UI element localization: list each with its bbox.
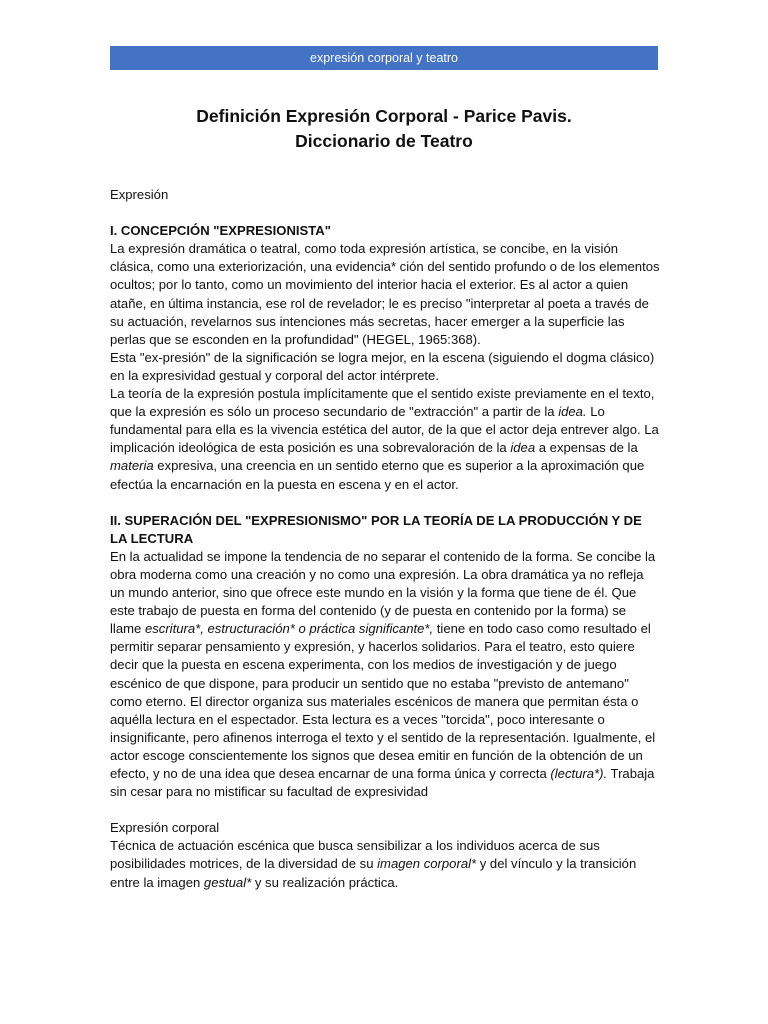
document-title (110, 104, 658, 154)
title-line-1: Definición Expresión Corporal - Parice Pavis. (196, 106, 572, 126)
intro-term: Expresión (110, 187, 169, 202)
section-1-paragraph-2: Esta "ex-presión" de la significación se logra mejor, en la escena (siguiendo el dogma clásico) en la expresividad gestual y corporal del actor intérprete. (110, 349, 655, 383)
section-1-heading: I. CONCEPCIÓN "EXPRESIONISTA" (110, 223, 331, 239)
document-body (110, 186, 660, 892)
section-3-term: Expresión corporal (110, 820, 220, 836)
title-line-2: Diccionario de Teatro (295, 131, 473, 151)
section-1-paragraph-3: La teoría de la expresión postula implícitamente que el sentido existe previamente en el texto, que la expresión es sólo un proceso secundario de "extracción" a partir de la idea. Lo fundamental para ella es la vivencia estética del autor, de la que el actor deja entrever algo. La implicación ideológica de esta posición es una sobrevaloración de la idea a expensas de la materia expresiva, una creencia en un sentido eterno que es superior a la aproximación que efectúa la encarnación en la puesta en escena y en el actor. (110, 386, 659, 492)
section-1-paragraph-1: La expresión dramática o teatral, como toda expresión artística, se concibe, en la visión clásica, como una exteriorización, una evidencia* ción del sentido profundo o de los elementos ocultos; por lo tanto, como un movimiento del interior hacia el exterior. Es al actor a quien atañe, en última instancia, ese rol de revelador; le es preciso "interpretar al poeta a través de su actuación, revelarnos sus intenciones más secretas, hacer emerger a la superficie las perlas que se esconden en la profundidad" (HEGEL, 1965:368). (110, 241, 660, 347)
section-3-paragraph-1: Técnica de actuación escénica que busca sensibilizar a los individuos acerca de sus posibilidades motrices, de la diversidad de su imagen corporal* y del vínculo y la transición entre la imagen gestual* y su realización práctica. (110, 838, 637, 890)
section-2-paragraph-1: En la actualidad se impone la tendencia de no separar el contenido de la forma. Se concibe la obra moderna como una creación y no como una expresión. La obra dramática ya no refleja un mundo anterior, sino que ofrece este mundo en la visión y la forma que tiene de él. Que este trabajo de puesta en forma del contenido (y de puesta en contenido por la forma) se llame escritura*, estructuración* o práctica significante*, tiene en todo caso como resultado el permitir separar pensamiento y expresión, y hacerlos solidarios. Para el teatro, esto quiere decir que la puesta en escena experimenta, con los medios de investigación y de juego escénico de que dispone, para producir un sentido que no estaba "previsto de antemano" como eterno. El director organiza sus materiales escénicos de manera que permitan ésta o aquélla lectura en el espectador. Esta lectura es a veces "torcida", poco interesante o insignificante, pero afinenos interroga el texto y el sentido de la representación. Igualmente, el actor escoge conscientemente los signos que desea emitir en función de la obtención de un efecto, y no de una idea que desea encarnar de una forma única y correcta (lectura*). Trabaja sin cesar para no mistificar su facultad de expresividad (110, 548, 656, 800)
header-label: expresión corporal y teatro (310, 51, 458, 65)
section-2-heading: II. SUPERACIÓN DEL "EXPRESIONISMO" POR LA TEORÍA DE LA PRODUCCIÓN Y DE LA LECTURA (110, 512, 642, 546)
document-header-bar (110, 46, 658, 70)
